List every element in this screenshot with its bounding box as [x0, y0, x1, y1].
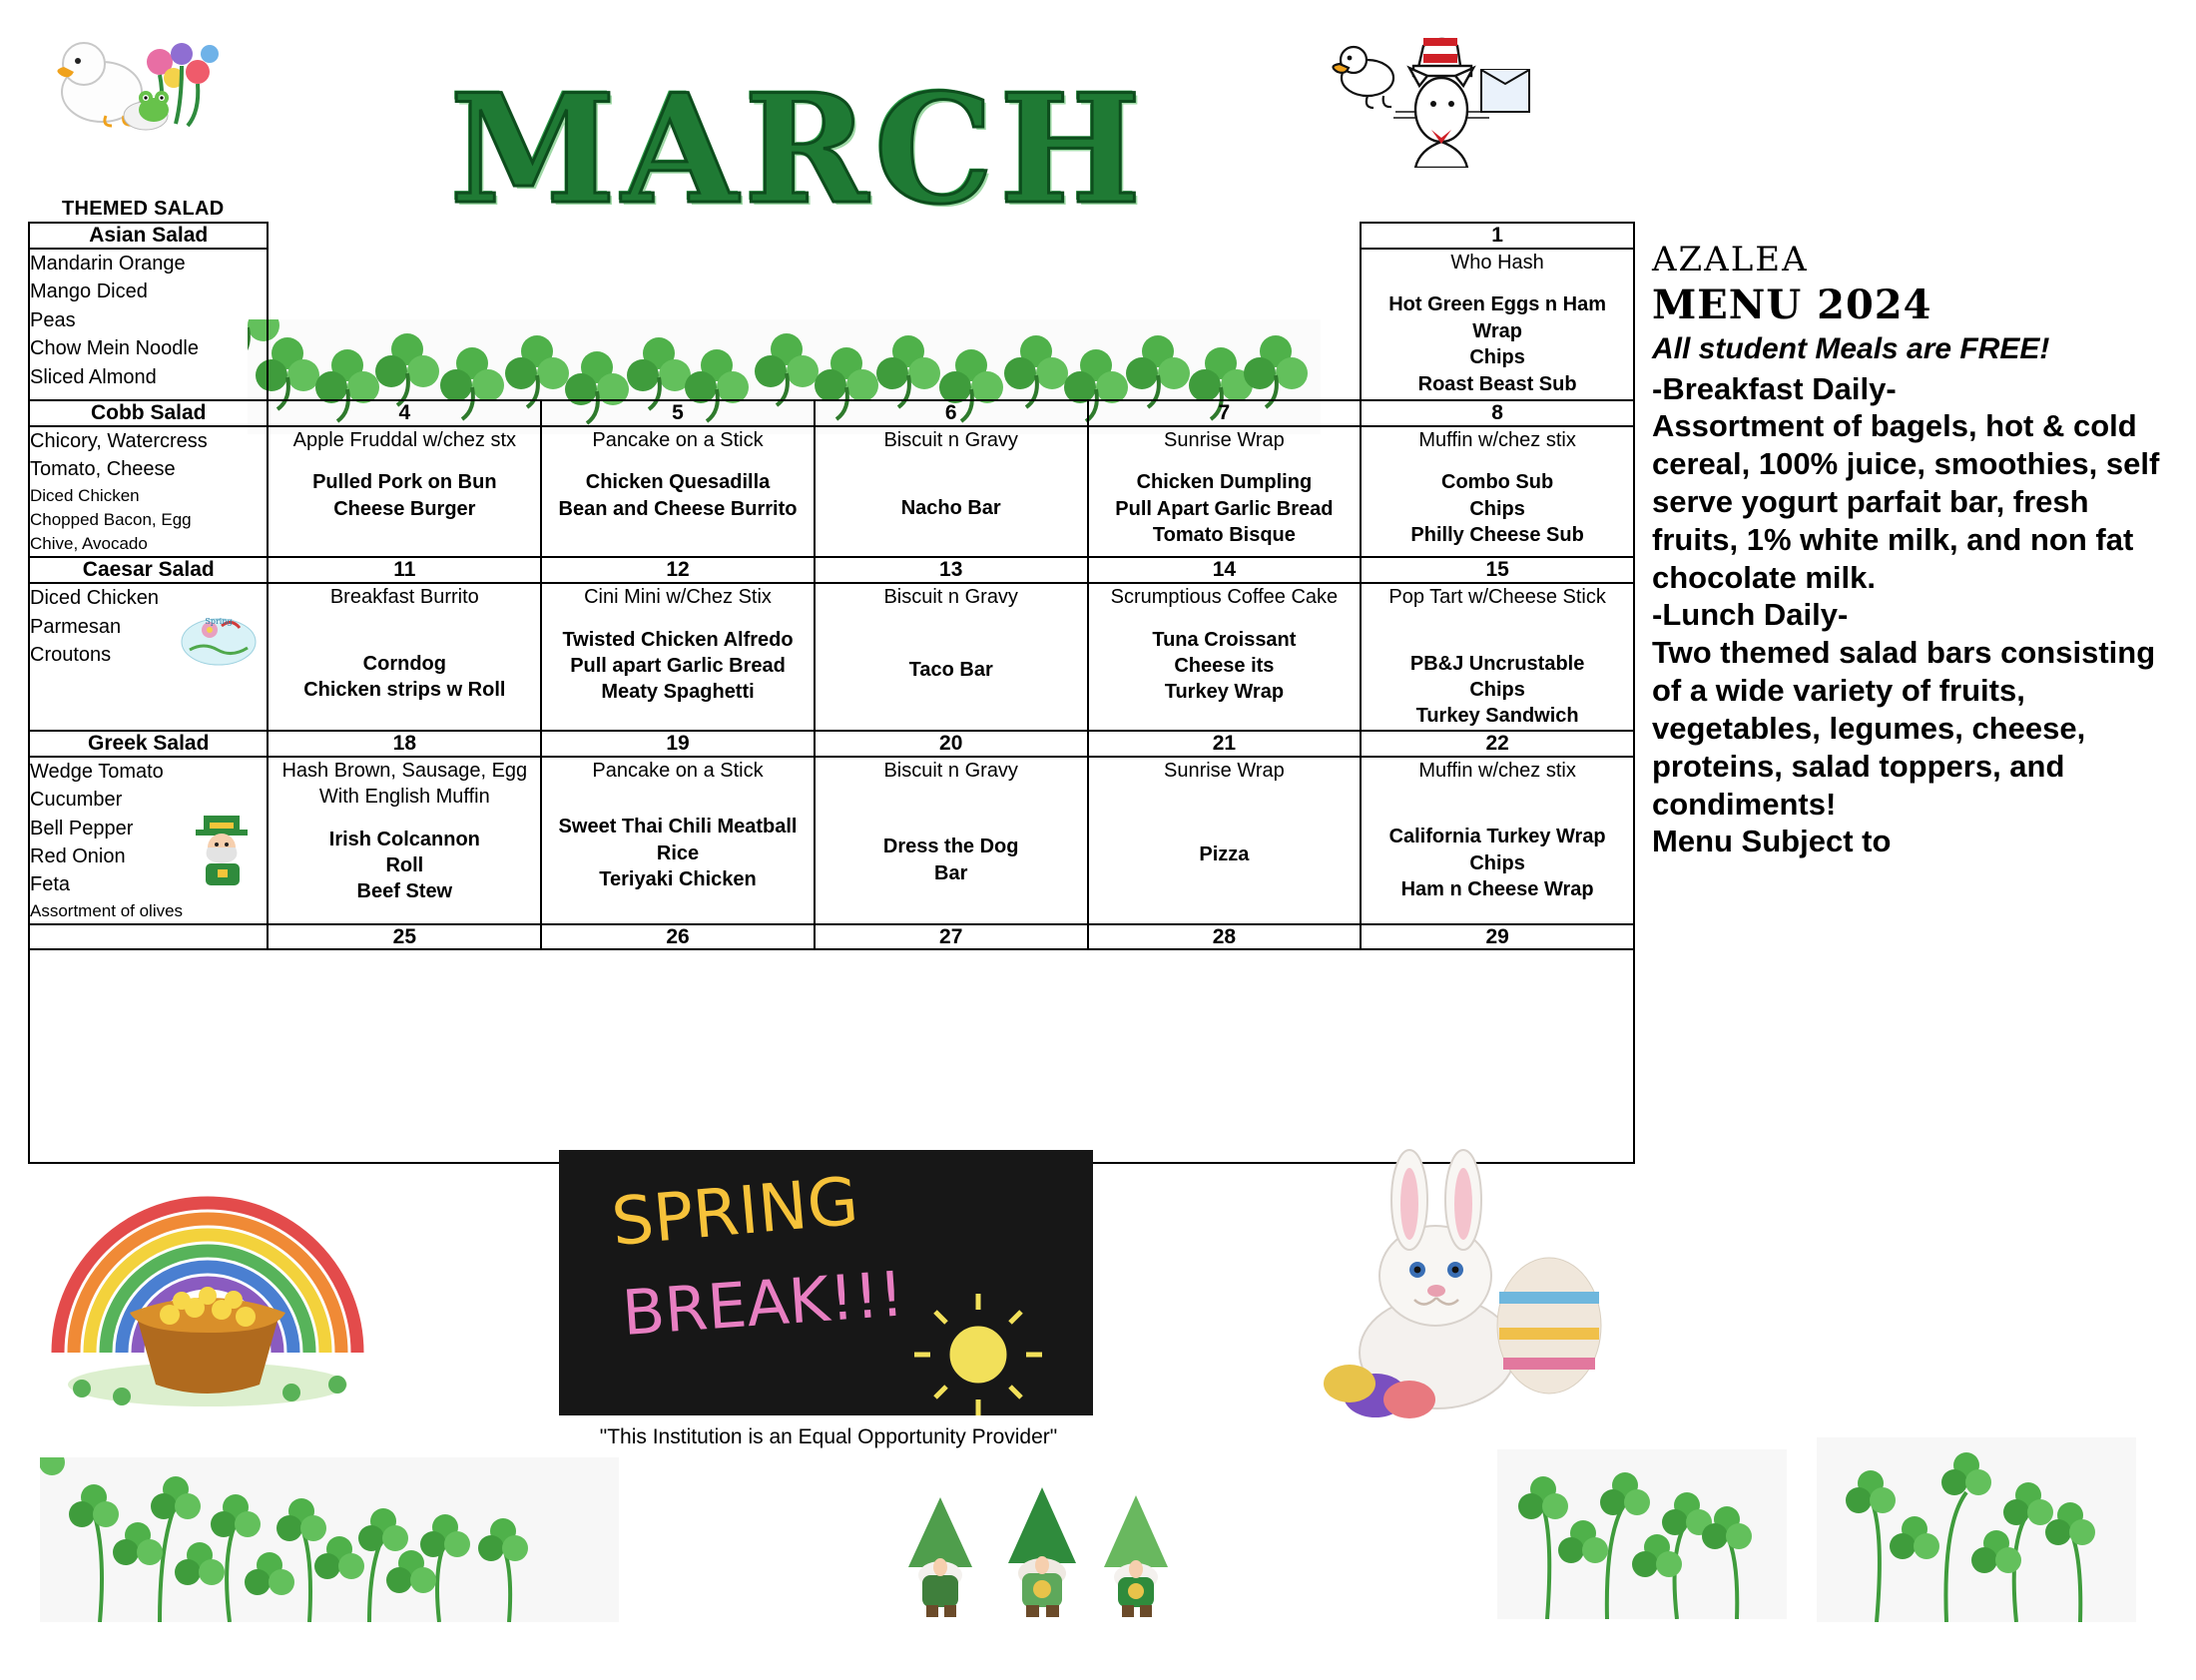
svg-text:Spring: Spring: [205, 617, 233, 627]
calendar-week-row-5-spring-break: [29, 949, 1634, 1163]
day-number-1: 1: [1361, 223, 1634, 249]
info-column: [1652, 240, 2171, 860]
lunch-item: Chicken Dumpling: [1136, 471, 1313, 494]
leprechaun-icon: [188, 810, 258, 895]
breakfast-item: Breakfast Burrito: [329, 586, 479, 609]
lunch-item: Dress the Dog: [882, 836, 1019, 858]
day-number-28: 28: [1088, 924, 1362, 949]
easter-bunny-icon: [1318, 1148, 1637, 1422]
lunch-item: Nacho Bar: [900, 497, 1001, 520]
menu-cell-day-14: [1088, 583, 1362, 731]
calendar-header-row: [29, 223, 1634, 249]
salad-item: Mandarin Orange: [30, 253, 186, 275]
lunch-item: Meaty Spaghetti: [601, 681, 755, 704]
salad-item: Assortment of olives: [30, 900, 184, 920]
salad-items-asian: [29, 249, 268, 400]
free-meals-note: All student Meals are FREE!: [1652, 332, 2050, 365]
equal-opportunity-text: "This Institution is an Equal Opportunity Provider": [599, 1425, 1058, 1448]
cat-in-the-hat-icon: [1328, 18, 1577, 168]
calendar-day-row-week5: [29, 924, 1634, 949]
breakfast-item: Sunrise Wrap: [1163, 759, 1285, 782]
salad-item: Peas: [30, 308, 76, 331]
breakfast-item: Biscuit n Gravy: [883, 759, 1018, 782]
lunch-item: California Turkey Wrap: [1388, 826, 1606, 848]
lunch-item: Beef Stew: [356, 880, 453, 903]
salad-item: Chicory, Watercress: [30, 430, 208, 452]
salad-item: Chow Mein Noodle: [30, 337, 199, 360]
salad-item: Parmesan: [30, 615, 122, 638]
calendar-week-row-2: [29, 426, 1634, 557]
calendar-day-row-week3: [29, 557, 1634, 583]
school-name: AZALEA: [1652, 240, 1809, 280]
salad-item: Chopped Bacon, Egg: [30, 509, 192, 529]
page-title: MARCH: [449, 62, 1148, 238]
gnomes-icon: [878, 1467, 1208, 1627]
lunch-item: Rice: [656, 841, 700, 864]
day-number-27: 27: [815, 924, 1088, 949]
day-number-12: 12: [541, 557, 815, 583]
lunch-item: Chicken strips w Roll: [303, 678, 506, 701]
menu-calendar: [28, 222, 1635, 1164]
day-number-4: 4: [268, 400, 541, 426]
lunch-item: Chips: [1469, 851, 1525, 874]
day-number-21: 21: [1088, 731, 1362, 757]
breakfast-item: Apple Fruddal w/chez stx: [292, 429, 517, 451]
menu-cell-day-13: [815, 583, 1088, 731]
day-number-20: 20: [815, 731, 1088, 757]
lunch-item: Bar: [934, 861, 968, 884]
menu-cell-day-5: [541, 426, 815, 557]
lunch-item: Irish Colcannon: [328, 828, 480, 850]
menu-cell-day-1: [1361, 249, 1634, 400]
day-number-26: 26: [541, 924, 815, 949]
menu-cell-day-11: [268, 583, 541, 731]
day-number-15: 15: [1361, 557, 1634, 583]
lunch-item: Corndog: [362, 652, 446, 675]
day-number-8: 8: [1361, 400, 1634, 426]
calendar-day-row-week4: [29, 731, 1634, 757]
lunch-item: Philly Cheese Sub: [1410, 524, 1584, 547]
svg-text:BREAK!!!: BREAK!!!: [619, 1257, 906, 1350]
day-number-7: 7: [1088, 400, 1362, 426]
breakfast-item: Cini Mini w/Chez Stix: [584, 586, 772, 609]
salad-item: Red Onion: [30, 844, 126, 867]
day-number-22: 22: [1361, 731, 1634, 757]
salad-item: Tomato, Cheese: [30, 458, 176, 481]
pot-of-gold-icon: [30, 1153, 549, 1417]
salad-items-caesar: [29, 583, 268, 731]
lunch-header: -Lunch Daily-: [1652, 597, 1849, 633]
day-number-25: 25: [268, 924, 541, 949]
calendar-week-row-4: [29, 757, 1634, 924]
day-number-19: 19: [541, 731, 815, 757]
lunch-item: Turkey Sandwich: [1415, 705, 1579, 728]
breakfast-item: Biscuit n Gravy: [883, 586, 1018, 609]
breakfast-item: Who Hash: [1450, 252, 1544, 274]
svg-text:SPRING: SPRING: [608, 1162, 861, 1261]
lunch-item: Chips: [1469, 346, 1525, 369]
lunch-item: Roll: [385, 853, 424, 876]
calendar-week-row-3: [29, 583, 1634, 731]
salad-item: Croutons: [30, 643, 112, 666]
themed-salad-label: THEMED SALAD: [62, 198, 225, 220]
spring-break-chalkboard: [559, 1150, 1093, 1421]
menu-cell-day-15: [1361, 583, 1634, 731]
salad-item: Mango Diced: [30, 280, 148, 303]
calendar-day-row-week2: [29, 400, 1634, 426]
lunch-item: Ham n Cheese Wrap: [1400, 877, 1594, 900]
lunch-item: Bean and Cheese Burrito: [558, 497, 798, 520]
lunch-item: Combo Sub: [1441, 471, 1554, 494]
lunch-item: Tuna Croissant: [1152, 628, 1297, 651]
salad-items-cobb: [29, 426, 268, 557]
salad-item: Cucumber: [30, 789, 123, 812]
lunch-item: Hot Green Eggs n Ham Wrap: [1388, 293, 1607, 342]
day-number-6: 6: [815, 400, 1088, 426]
salad-name-asian: Asian Salad: [29, 223, 268, 249]
menu-cell-day-18: [268, 757, 541, 924]
lunch-item: Pull Apart Garlic Bread: [1115, 497, 1334, 520]
salad-name-caesar: Caesar Salad: [29, 557, 268, 583]
lunch-item: Roast Beast Sub: [1417, 372, 1577, 395]
menu-year-title: MENU 2024: [1652, 281, 1932, 328]
breakfast-item: Pancake on a Stick: [592, 759, 764, 782]
breakfast-item: Sunrise Wrap: [1163, 429, 1285, 451]
day-number-18: 18: [268, 731, 541, 757]
breakfast-item: Muffin w/chez stix: [1418, 429, 1576, 451]
lunch-description: Two themed salad bars consisting of a wide variety of fruits, vegetables, legumes, cheese, proteins, salad toppers, and condiments!: [1652, 635, 2156, 822]
day-number-5: 5: [541, 400, 815, 426]
menu-cell-day-6: [815, 426, 1088, 557]
lunch-item: PB&J Uncrustable: [1409, 652, 1585, 675]
menu-cell-day-12: [541, 583, 815, 731]
salad-items-greek: [29, 757, 268, 924]
lunch-item: Pizza: [1199, 843, 1250, 866]
breakfast-description: Assortment of bagels, hot & cold cereal, 100% juice, smoothies, self serve yogurt parfait bar, fresh fruits, 1% white milk, and non fat chocolate milk.: [1652, 408, 2160, 595]
breakfast-item: Hash Brown, Sausage, Egg With English Muffin: [281, 759, 528, 809]
salad-item: Wedge Tomato: [30, 760, 164, 783]
spring-sticker-icon: [180, 606, 258, 668]
salad-name-greek: Greek Salad: [29, 731, 268, 757]
lunch-item: Chips: [1469, 497, 1525, 520]
lunch-item: Twisted Chicken Alfredo: [562, 628, 794, 651]
breakfast-item: Scrumptious Coffee Cake: [1110, 586, 1339, 609]
salad-item: Feta: [30, 873, 71, 896]
salad-item: Sliced Almond: [30, 365, 157, 388]
day-number-13: 13: [815, 557, 1088, 583]
day-number-14: 14: [1088, 557, 1362, 583]
spring-break-panel: [29, 949, 1634, 1163]
lunch-item: Chips: [1469, 678, 1525, 701]
breakfast-item: Biscuit n Gravy: [883, 429, 1018, 451]
day-number-11: 11: [268, 557, 541, 583]
lunch-item: Pulled Pork on Bun: [312, 471, 497, 494]
lunch-item: Pull apart Garlic Bread: [570, 654, 786, 677]
lunch-item: Cheese its: [1174, 654, 1275, 677]
breakfast-header: -Breakfast Daily-: [1652, 370, 1897, 406]
calendar-week-row-1: [29, 249, 1634, 400]
salad-name-cobb: Cobb Salad: [29, 400, 268, 426]
day-number-29: 29: [1361, 924, 1634, 949]
breakfast-item: Muffin w/chez stix: [1418, 759, 1576, 782]
clover-patch-mid-right-icon: [1497, 1449, 1787, 1619]
menu-cell-day-20: [815, 757, 1088, 924]
menu-cell-day-8: [1361, 426, 1634, 557]
menu-cell-day-22: [1361, 757, 1634, 924]
salad-item: Bell Pepper: [30, 817, 134, 840]
duck-with-flowers-icon: [40, 20, 260, 140]
menu-cell-day-21: [1088, 757, 1362, 924]
lunch-item: Chicken Quesadilla: [585, 471, 771, 494]
menu-cell-day-7: [1088, 426, 1362, 557]
lunch-item: Sweet Thai Chili Meatball: [558, 816, 798, 839]
lunch-item: Turkey Wrap: [1164, 681, 1285, 704]
salad-item: Diced Chicken: [30, 485, 140, 505]
lunch-item: Cheese Burger: [333, 497, 476, 520]
clover-patch-left-icon: [40, 1457, 619, 1622]
lunch-item: Taco Bar: [908, 658, 993, 681]
menu-cell-day-4: [268, 426, 541, 557]
salad-item: Chive, Avocado: [30, 534, 148, 554]
breakfast-item: Pop Tart w/Cheese Stick: [1388, 586, 1606, 609]
breakfast-item: Pancake on a Stick: [592, 429, 764, 451]
menu-cell-day-19: [541, 757, 815, 924]
menu-subject-to-note: Menu Subject to: [1652, 824, 1892, 859]
lunch-item: Tomato Bisque: [1152, 524, 1296, 547]
salad-item: Diced Chicken: [30, 587, 159, 610]
clover-patch-right-icon: [1817, 1437, 2136, 1622]
lunch-item: Teriyaki Chicken: [599, 867, 757, 890]
